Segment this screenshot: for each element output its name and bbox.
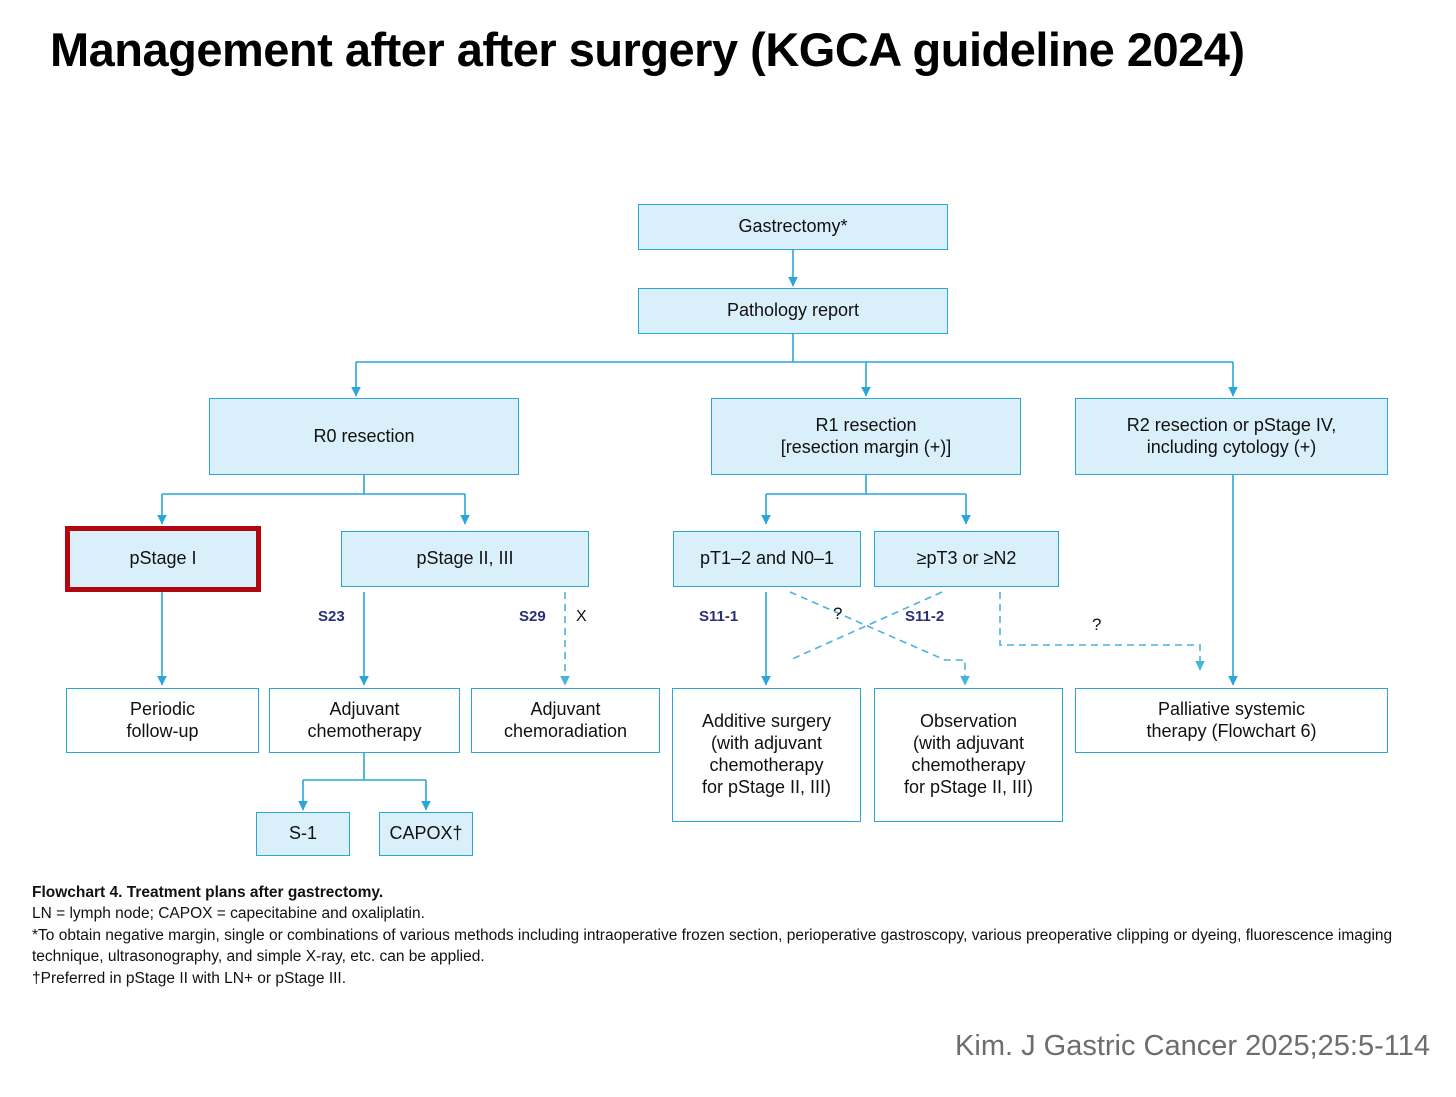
node-additive-surgery-line2: (with adjuvant	[710, 733, 823, 754]
node-periodic-follow-up	[66, 688, 259, 753]
node-r1-resection-label-line2: [resection margin (+)]	[780, 436, 952, 457]
node-pstage-i-label: pStage I	[129, 548, 197, 569]
flowchart-diagram	[0, 190, 1456, 870]
node-r1-resection	[711, 398, 1021, 475]
node-palliative-systemic-therapy	[1075, 688, 1388, 753]
figure-caption	[32, 882, 1422, 989]
node-palliative-line2: therapy (Flowchart 6)	[1146, 720, 1317, 741]
node-pstage-ii-iii	[341, 531, 589, 587]
node-observation-line1: Observation	[919, 711, 1018, 732]
node-adjuvant-chemoradiation	[471, 688, 660, 753]
caption-abbreviations: LN = lymph node; CAPOX = capecitabine and oxaliplatin.	[32, 905, 425, 923]
node-gastrectomy-label: Gastrectomy*	[738, 216, 848, 237]
node-capox-label: CAPOX†	[389, 823, 463, 844]
node-r2-resection	[1075, 398, 1388, 475]
page-title: Management after after surgery (KGCA guideline 2024)	[50, 23, 1245, 76]
node-pt1-2-n0-1-label: pT1–2 and N0–1	[699, 548, 835, 569]
node-observation-line4: for pStage II, III)	[903, 776, 1034, 797]
node-periodic-follow-up-line2: follow-up	[126, 720, 199, 741]
node-observation-line2: (with adjuvant	[912, 733, 1025, 754]
node-additive-surgery	[672, 688, 861, 822]
node-observation	[874, 688, 1063, 822]
node-capox	[379, 812, 473, 856]
node-adjuvant-chemotherapy-line2: chemotherapy	[307, 720, 422, 741]
node-r2-resection-label-line2: including cytology (+)	[1146, 436, 1317, 457]
node-s1	[256, 812, 350, 856]
node-adjuvant-chemoradiation-line1: Adjuvant	[530, 698, 601, 719]
node-pstage-i	[65, 526, 261, 592]
node-r0-resection-label: R0 resection	[313, 425, 415, 446]
node-pathology-report-label: Pathology report	[726, 300, 860, 321]
node-adjuvant-chemotherapy	[269, 688, 460, 753]
node-pathology-report	[638, 288, 948, 334]
caption-footnote-dagger: †Preferred in pStage II with LN+ or pStage III.	[32, 969, 347, 987]
edge-mark-question-2: ?	[1092, 615, 1102, 634]
edge-label-s11-2: S11-2	[905, 608, 945, 625]
source-citation: Kim. J Gastric Cancer 2025;25:5-114	[955, 1030, 1430, 1062]
caption-footnote-asterisk: *To obtain negative margin, single or combinations of various methods including intraoperative frozen section, perioperative gastroscopy, various preoperative clipping or dyeing, fluorescence imaging technique, ultrasonography, and simple X-ray, etc. can be applied.	[32, 926, 1393, 966]
edge-label-s23: S23	[318, 608, 345, 625]
node-palliative-line1: Palliative systemic	[1157, 698, 1306, 719]
edge-label-s29: S29	[519, 608, 546, 625]
node-additive-surgery-line4: for pStage II, III)	[701, 776, 832, 797]
node-additive-surgery-line1: Additive surgery	[701, 711, 832, 732]
caption-title: Flowchart 4. Treatment plans after gastrectomy.	[32, 884, 384, 901]
node-pt1-2-n0-1	[673, 531, 861, 587]
node-additive-surgery-line3: chemotherapy	[709, 755, 824, 775]
node-periodic-follow-up-line1: Periodic	[129, 698, 195, 719]
node-gastrectomy	[638, 204, 948, 250]
node-adjuvant-chemoradiation-line2: chemoradiation	[503, 720, 628, 741]
node-pt3-n2-label: ≥pT3 or ≥N2	[916, 548, 1017, 569]
node-r2-resection-label-line1: R2 resection or pStage IV,	[1126, 414, 1337, 435]
node-observation-line3: chemotherapy	[911, 755, 1026, 775]
edge-label-s11-1: S11-1	[699, 608, 739, 625]
node-pstage-ii-iii-label: pStage II, III	[416, 548, 514, 569]
node-adjuvant-chemotherapy-line1: Adjuvant	[329, 698, 400, 719]
node-r1-resection-label-line1: R1 resection	[815, 414, 917, 435]
node-s1-label: S-1	[288, 823, 317, 844]
node-r0-resection	[209, 398, 519, 475]
node-pt3-n2	[874, 531, 1059, 587]
edge-mark-question-1: ?	[833, 604, 843, 623]
edge-mark-x: X	[576, 608, 587, 625]
